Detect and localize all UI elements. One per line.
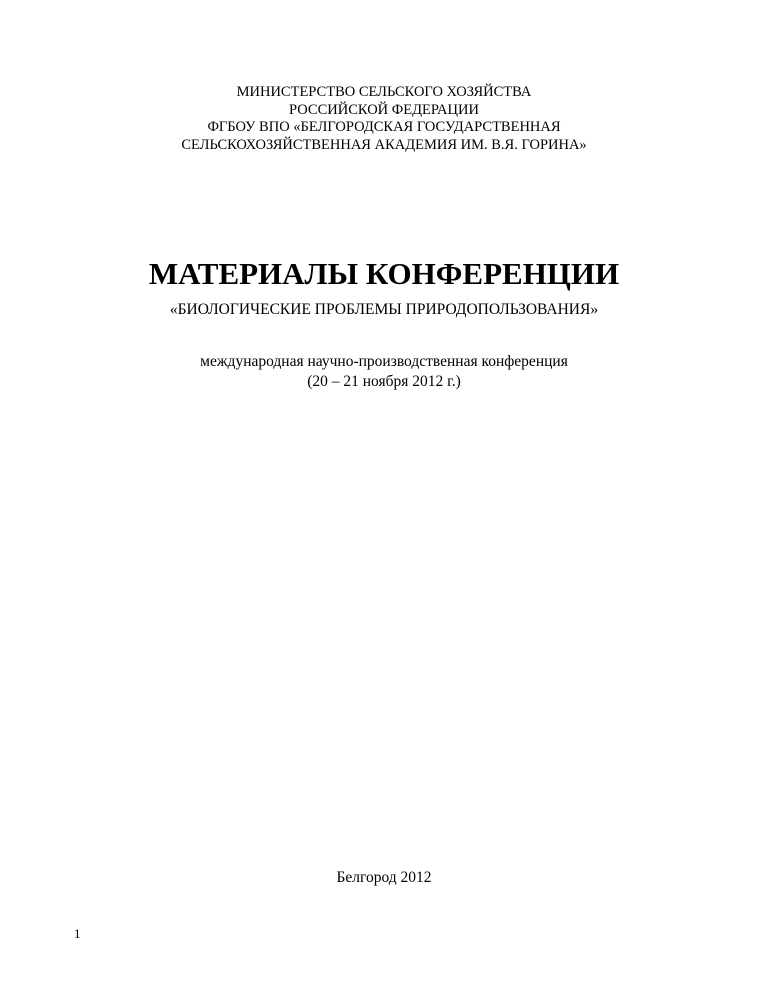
header-line-institution: ФГБОУ ВПО «БЕЛГОРОДСКАЯ ГОСУДАРСТВЕННАЯ <box>207 119 561 135</box>
conference-name: «БИОЛОГИЧЕСКИЕ ПРОБЛЕМЫ ПРИРОДОПОЛЬЗОВАНИЯ» <box>169 301 599 318</box>
document-title: МАТЕРИАЛЫ КОНФЕРЕНЦИИ <box>148 256 620 291</box>
conference-dates: (20 – 21 ноября 2012 г.) <box>307 373 461 390</box>
header-line-ministry: МИНИСТЕРСТВО СЕЛЬСКОГО ХОЗЯЙСТВА <box>236 84 532 100</box>
conference-info <box>0 352 768 392</box>
page-number: 1 <box>74 926 81 941</box>
header-line-federation: РОССИЙСКОЙ ФЕДЕРАЦИИ <box>289 101 479 118</box>
header-line-academy: СЕЛЬСКОХОЗЯЙСТВЕННАЯ АКАДЕМИЯ ИМ. В.Я. ГОРИНА» <box>181 136 587 153</box>
organization-header <box>0 84 768 154</box>
conference-type: международная научно-производственная конференция <box>200 353 568 370</box>
city-year: Белгород 2012 <box>336 869 432 886</box>
